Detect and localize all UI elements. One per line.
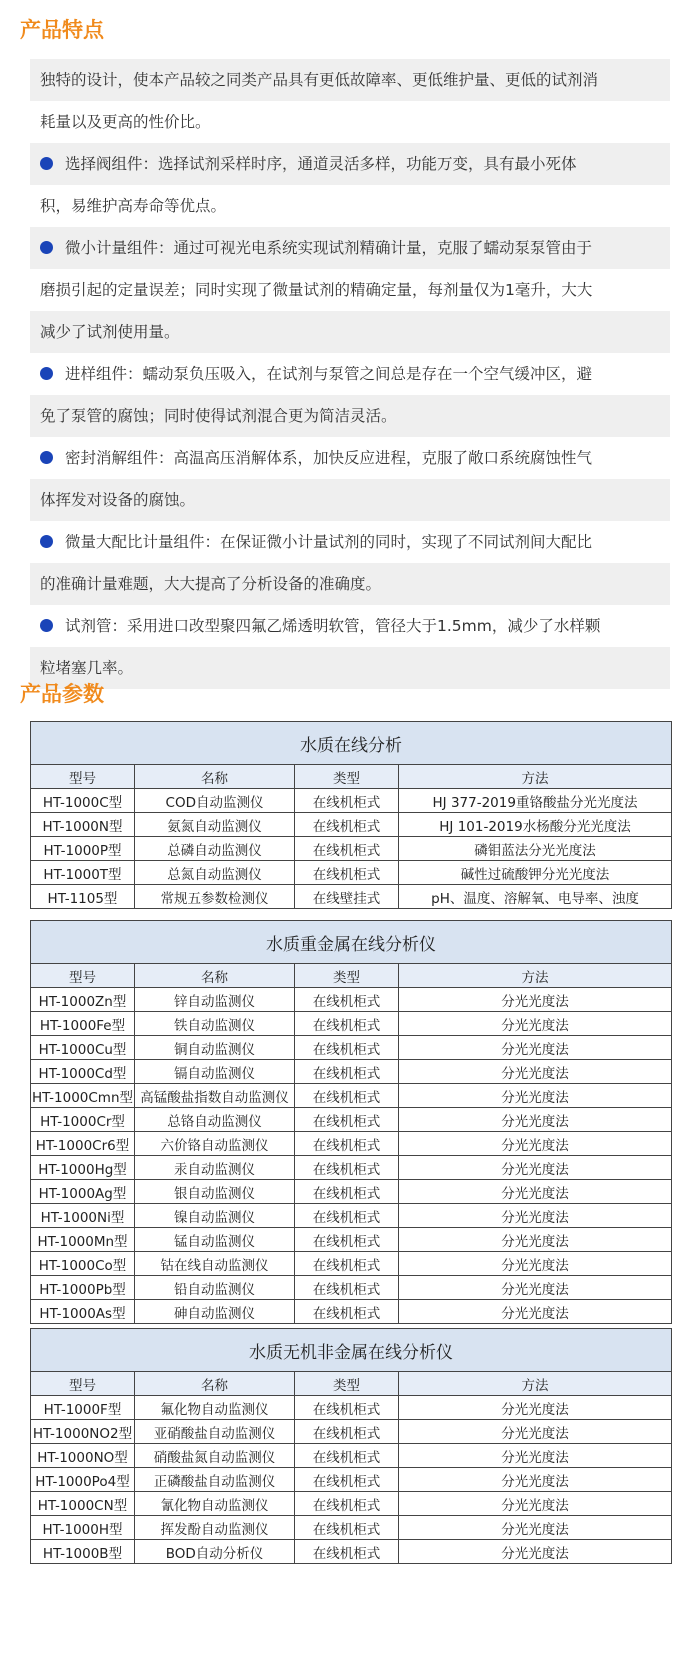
table-cell: 在线机柜式	[295, 1108, 399, 1132]
table-cell: 在线机柜式	[295, 1156, 399, 1180]
table-cell: 铅自动监测仪	[135, 1276, 295, 1300]
table-cell: 在线机柜式	[295, 988, 399, 1012]
table-cell: 砷自动监测仪	[135, 1300, 295, 1324]
table-cell: 在线机柜式	[295, 1492, 399, 1516]
feature-line	[30, 269, 670, 311]
features-list	[30, 59, 670, 689]
table-cell: 氟化物自动监测仪	[135, 1396, 295, 1420]
feature-text: 体挥发对设备的腐蚀。	[40, 491, 196, 509]
table-cell: 分光光度法	[399, 1012, 672, 1036]
table-row	[31, 837, 672, 861]
column-header: 类型	[295, 1372, 399, 1396]
table-cell: 在线机柜式	[295, 1276, 399, 1300]
feature-text: 选择阀组件：选择试剂采样时序，通道灵活多样，功能万变，具有最小死体	[65, 155, 577, 173]
table-cell: 分光光度法	[399, 1204, 672, 1228]
table-cell: 在线机柜式	[295, 1468, 399, 1492]
table-cell: pH、温度、溶解氧、电导率、浊度	[399, 885, 672, 909]
table-row	[31, 1300, 672, 1324]
feature-line	[30, 311, 670, 353]
table-row	[31, 1468, 672, 1492]
feature-line	[30, 143, 670, 185]
table-cell: HT-1000N型	[31, 813, 135, 837]
table-cell: 分光光度法	[399, 1228, 672, 1252]
column-header: 名称	[135, 964, 295, 988]
table-cell: 亚硝酸盐自动监测仪	[135, 1420, 295, 1444]
table-row	[31, 1516, 672, 1540]
table-cell: 在线机柜式	[295, 1228, 399, 1252]
table-cell: HT-1000Ni型	[31, 1204, 135, 1228]
table-cell: 分光光度法	[399, 1276, 672, 1300]
table-cell: 锌自动监测仪	[135, 988, 295, 1012]
table-cell: 总铬自动监测仪	[135, 1108, 295, 1132]
column-header: 类型	[295, 765, 399, 789]
table-cell: 在线机柜式	[295, 1252, 399, 1276]
table-cell: 在线机柜式	[295, 1036, 399, 1060]
table-cell: 在线机柜式	[295, 1516, 399, 1540]
table-cell: HT-1105型	[31, 885, 135, 909]
spec-table-water-online	[30, 721, 672, 909]
table-cell: 在线机柜式	[295, 1060, 399, 1084]
table-cell: 分光光度法	[399, 988, 672, 1012]
table-row	[31, 1180, 672, 1204]
feature-line	[30, 647, 670, 689]
feature-text: 磨损引起的定量误差；同时实现了微量试剂的精确定量，每剂量仅为1毫升，大大	[40, 281, 593, 299]
feature-text: 积，易维护高寿命等优点。	[40, 197, 227, 215]
table-cell: HT-1000Cu型	[31, 1036, 135, 1060]
table-row	[31, 1132, 672, 1156]
feature-line	[30, 185, 670, 227]
table-cell: HT-1000F型	[31, 1396, 135, 1420]
table-cell: HT-1000Cd型	[31, 1060, 135, 1084]
table-cell: 分光光度法	[399, 1252, 672, 1276]
feature-line	[30, 605, 670, 647]
table-cell: HT-1000Cr型	[31, 1108, 135, 1132]
table-cell: HT-1000Ag型	[31, 1180, 135, 1204]
table-cell: 铁自动监测仪	[135, 1012, 295, 1036]
bullet-dot-icon	[40, 367, 53, 380]
table-cell: HT-1000Co型	[31, 1252, 135, 1276]
table-cell: 镉自动监测仪	[135, 1060, 295, 1084]
table-cell: 分光光度法	[399, 1396, 672, 1420]
table-cell: HT-1000P型	[31, 837, 135, 861]
table-row	[31, 1228, 672, 1252]
table-row	[31, 1084, 672, 1108]
table-cell: 碱性过硫酸钾分光光度法	[399, 861, 672, 885]
table-cell: 分光光度法	[399, 1108, 672, 1132]
params-title: 产品参数	[20, 682, 104, 706]
table-cell: HT-1000NO2型	[31, 1420, 135, 1444]
bullet-dot-icon	[40, 535, 53, 548]
table-cell: 磷钼蓝法分光光度法	[399, 837, 672, 861]
table-cell: HT-1000Po4型	[31, 1468, 135, 1492]
feature-text: 密封消解组件：高温高压消解体系，加快反应进程，克服了敞口系统腐蚀性气	[65, 449, 593, 467]
table-cell: 分光光度法	[399, 1300, 672, 1324]
feature-text: 免了泵管的腐蚀；同时使得试剂混合更为简洁灵活。	[40, 407, 397, 425]
feature-text: 微量大配比计量组件：在保证微小计量试剂的同时，实现了不同试剂间大配比	[65, 533, 593, 551]
feature-text: 粒堵塞几率。	[40, 659, 134, 677]
table-cell: 高锰酸盐指数自动监测仪	[135, 1084, 295, 1108]
table-cell: 分光光度法	[399, 1036, 672, 1060]
table-cell: 汞自动监测仪	[135, 1156, 295, 1180]
table-row	[31, 1540, 672, 1564]
table-cell: 分光光度法	[399, 1468, 672, 1492]
bullet-dot-icon	[40, 451, 53, 464]
table-cell: 正磷酸盐自动监测仪	[135, 1468, 295, 1492]
column-header: 类型	[295, 964, 399, 988]
table-cell: 在线机柜式	[295, 837, 399, 861]
table-cell: 钴在线自动监测仪	[135, 1252, 295, 1276]
table-row	[31, 1060, 672, 1084]
table-cell: 分光光度法	[399, 1444, 672, 1468]
table-cell: 锰自动监测仪	[135, 1228, 295, 1252]
table-row	[31, 1420, 672, 1444]
table-cell: HT-1000As型	[31, 1300, 135, 1324]
table-row	[31, 1204, 672, 1228]
table-cell: 分光光度法	[399, 1180, 672, 1204]
features-title: 产品特点	[20, 18, 104, 42]
table-cell: HT-1000NO型	[31, 1444, 135, 1468]
table-caption: 水质无机非金属在线分析仪	[31, 1329, 672, 1372]
table-cell: 在线机柜式	[295, 1012, 399, 1036]
table-cell: HT-1000Fe型	[31, 1012, 135, 1036]
table-cell: 分光光度法	[399, 1084, 672, 1108]
table-row	[31, 1012, 672, 1036]
table-cell: 在线机柜式	[295, 1132, 399, 1156]
table-cell: 在线机柜式	[295, 1204, 399, 1228]
feature-line	[30, 353, 670, 395]
table-cell: HT-1000H型	[31, 1516, 135, 1540]
table-cell: COD自动监测仪	[135, 789, 295, 813]
table-cell: 总氮自动监测仪	[135, 861, 295, 885]
table-cell: HJ 377-2019重铬酸盐分光光度法	[399, 789, 672, 813]
feature-text: 进样组件：蠕动泵负压吸入，在试剂与泵管之间总是存在一个空气缓冲区，避	[65, 365, 593, 383]
table-cell: HT-1000Hg型	[31, 1156, 135, 1180]
table-row	[31, 789, 672, 813]
feature-text: 减少了试剂使用量。	[40, 323, 180, 341]
table-cell: BOD自动分析仪	[135, 1540, 295, 1564]
table-row	[31, 813, 672, 837]
table-cell: 在线机柜式	[295, 1084, 399, 1108]
table-cell: 分光光度法	[399, 1540, 672, 1564]
table-row	[31, 1444, 672, 1468]
table-cell: 在线机柜式	[295, 1396, 399, 1420]
table-cell: 六价铬自动监测仪	[135, 1132, 295, 1156]
table-cell: 在线机柜式	[295, 1540, 399, 1564]
table-cell: 分光光度法	[399, 1060, 672, 1084]
table-cell: HT-1000Cmn型	[31, 1084, 135, 1108]
table-row	[31, 1252, 672, 1276]
table-cell: 在线机柜式	[295, 789, 399, 813]
table-cell: 在线机柜式	[295, 1420, 399, 1444]
table-cell: HT-1000Zn型	[31, 988, 135, 1012]
feature-line	[30, 59, 670, 101]
table-row	[31, 1396, 672, 1420]
feature-line	[30, 563, 670, 605]
column-header: 名称	[135, 765, 295, 789]
table-cell: 氨氮自动监测仪	[135, 813, 295, 837]
table-cell: 分光光度法	[399, 1492, 672, 1516]
table-cell: 挥发酚自动监测仪	[135, 1516, 295, 1540]
table-row	[31, 1156, 672, 1180]
feature-line	[30, 227, 670, 269]
column-header: 方法	[399, 1372, 672, 1396]
table-row	[31, 1036, 672, 1060]
feature-line	[30, 479, 670, 521]
table-cell: 在线机柜式	[295, 861, 399, 885]
table-row	[31, 1276, 672, 1300]
feature-text: 试剂管：采用进口改型聚四氟乙烯透明软管，管径大于1.5mm，减少了水样颗	[65, 617, 601, 635]
table-cell: HT-1000C型	[31, 789, 135, 813]
table-caption: 水质重金属在线分析仪	[31, 921, 672, 964]
feature-text: 耗量以及更高的性价比。	[40, 113, 211, 131]
feature-text: 独特的设计，使本产品较之同类产品具有更低故障率、更低维护量、更低的试剂消	[40, 71, 599, 89]
table-cell: 在线机柜式	[295, 813, 399, 837]
table-cell: HJ 101-2019水杨酸分光光度法	[399, 813, 672, 837]
feature-line	[30, 101, 670, 143]
table-cell: 在线机柜式	[295, 1180, 399, 1204]
table-cell: HT-1000Pb型	[31, 1276, 135, 1300]
table-cell: 分光光度法	[399, 1420, 672, 1444]
feature-line	[30, 395, 670, 437]
table-cell: HT-1000Cr6型	[31, 1132, 135, 1156]
table-cell: 铜自动监测仪	[135, 1036, 295, 1060]
table-row	[31, 885, 672, 909]
table-cell: 银自动监测仪	[135, 1180, 295, 1204]
column-header: 名称	[135, 1372, 295, 1396]
table-cell: HT-1000T型	[31, 861, 135, 885]
feature-text: 的准确计量难题，大大提高了分析设备的准确度。	[40, 575, 382, 593]
bullet-dot-icon	[40, 157, 53, 170]
table-cell: 分光光度法	[399, 1516, 672, 1540]
table-cell: 在线壁挂式	[295, 885, 399, 909]
bullet-dot-icon	[40, 619, 53, 632]
table-row	[31, 988, 672, 1012]
feature-text: 微小计量组件：通过可视光电系统实现试剂精确计量，克服了蠕动泵泵管由于	[65, 239, 593, 257]
column-header: 方法	[399, 964, 672, 988]
table-caption: 水质在线分析	[31, 722, 672, 765]
column-header: 型号	[31, 1372, 135, 1396]
table-row	[31, 1108, 672, 1132]
table-cell: 在线机柜式	[295, 1300, 399, 1324]
table-row	[31, 1492, 672, 1516]
spec-table-heavy-metal	[30, 920, 672, 1324]
table-row	[31, 861, 672, 885]
table-cell: 常规五参数检测仪	[135, 885, 295, 909]
column-header: 型号	[31, 765, 135, 789]
table-cell: 分光光度法	[399, 1132, 672, 1156]
table-cell: HT-1000CN型	[31, 1492, 135, 1516]
column-header: 型号	[31, 964, 135, 988]
column-header: 方法	[399, 765, 672, 789]
table-cell: 总磷自动监测仪	[135, 837, 295, 861]
spec-table-inorganic-nonmetal	[30, 1328, 672, 1564]
feature-line	[30, 437, 670, 479]
table-cell: HT-1000B型	[31, 1540, 135, 1564]
table-cell: 硝酸盐氮自动监测仪	[135, 1444, 295, 1468]
feature-line	[30, 521, 670, 563]
table-cell: HT-1000Mn型	[31, 1228, 135, 1252]
table-cell: 分光光度法	[399, 1156, 672, 1180]
table-cell: 氰化物自动监测仪	[135, 1492, 295, 1516]
table-cell: 镍自动监测仪	[135, 1204, 295, 1228]
table-cell: 在线机柜式	[295, 1444, 399, 1468]
bullet-dot-icon	[40, 241, 53, 254]
